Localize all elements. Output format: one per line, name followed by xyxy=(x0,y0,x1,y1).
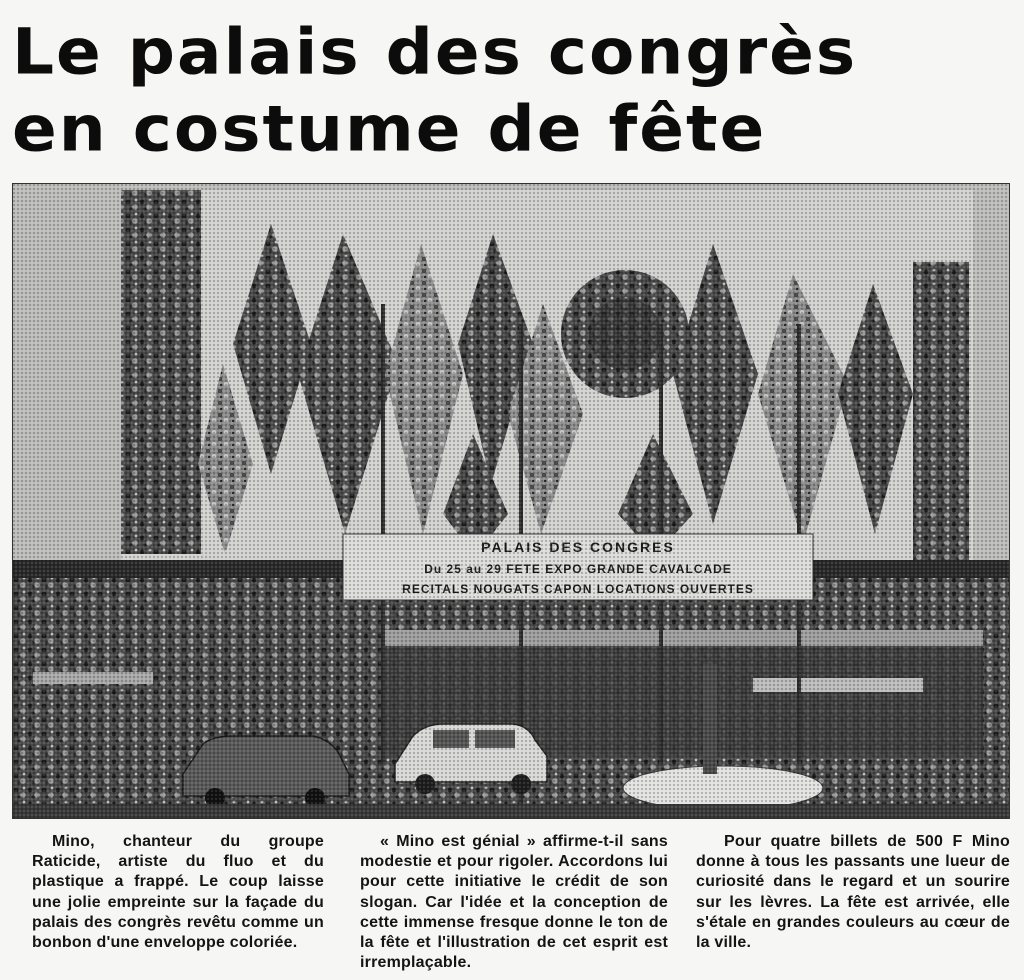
headline xyxy=(12,14,1012,168)
article-column-1: Mino, chanteur du groupe Raticide, artiste du fluo et du plastique a frappé. Le coup laisse une jolie empreinte sur la façade du palais des congrès revêtu comme un bonbon d'une enveloppe coloriée. xyxy=(32,833,324,952)
halftone-overlay xyxy=(13,184,1010,819)
headline-line-1: Le palais des congrès xyxy=(12,14,858,89)
headline-line-2: en costume de fête xyxy=(12,91,767,166)
photo-illustration xyxy=(13,184,1010,819)
article-column-2: « Mino est génial » affirme-t-il sans modestie et pour rigoler. Accordons lui pour cette initiative le crédit de son slogan. Car l'idée et la conception de cette immense fresque donne le ton de la fête et l'illustration de cet esprit est irremplaçable. xyxy=(360,833,668,972)
article-body xyxy=(32,832,1016,972)
news-photo-palais-des-congres xyxy=(12,183,1010,819)
article-column-3: Pour quatre billets de 500 F Mino donne à tous les passants une lueur de curiosité dans le regard et un sourire sur les lèvres. La fête est arrivée, elle s'étale en grandes couleurs au cœur de la ville. xyxy=(696,833,1010,952)
